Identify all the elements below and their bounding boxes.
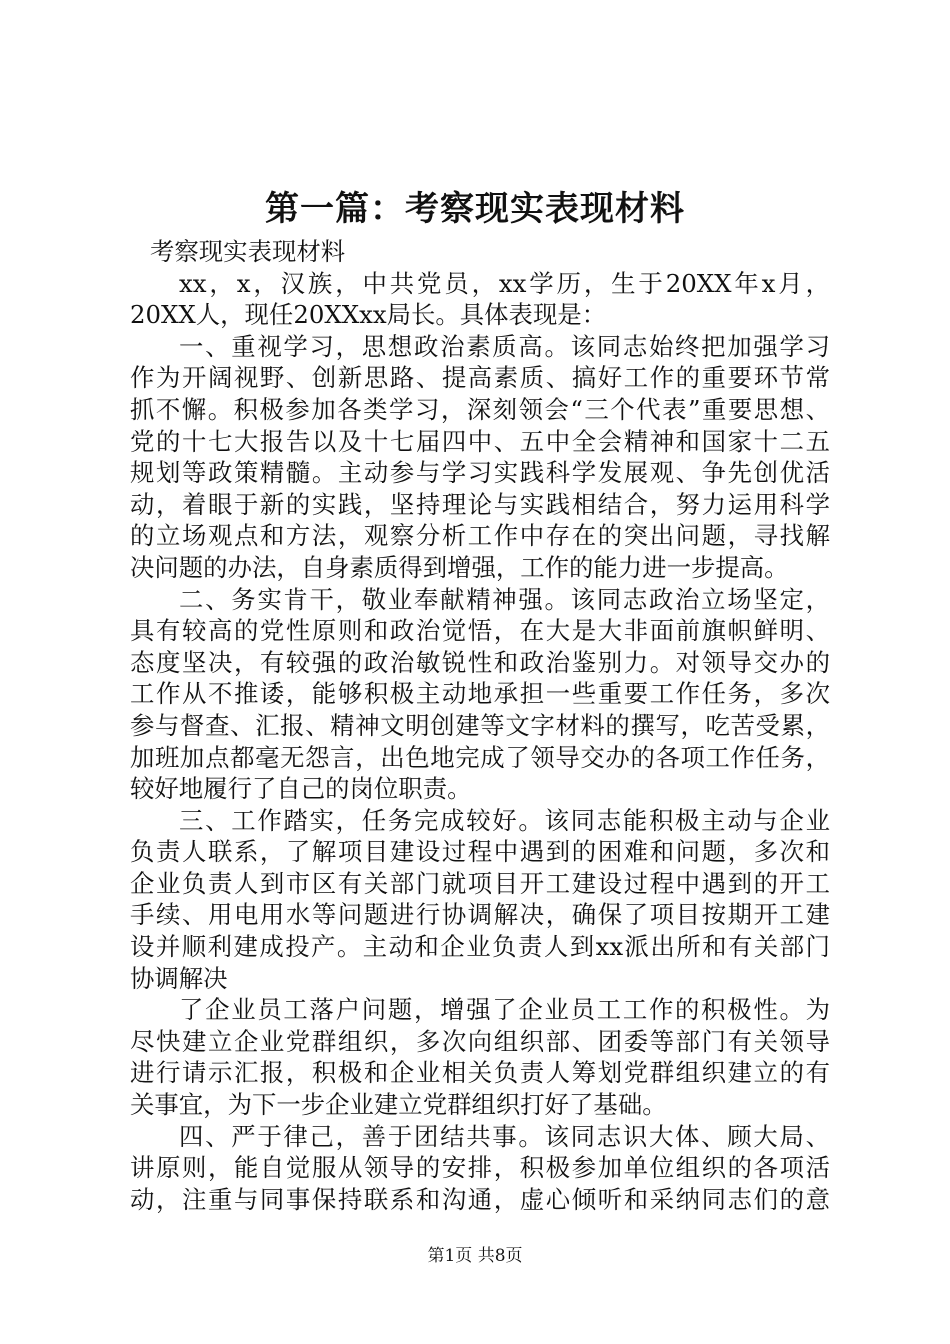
paragraph-line: 动，着眼于新的实践，坚持理论与实践相结合，努力运用科学: [130, 489, 830, 519]
paragraph-line: 了企业员工落户问题，增强了企业员工工作的积极性。为: [179, 995, 830, 1025]
paragraph-line: 一、重视学习，思想政治素质高。该同志始终把加强学习: [179, 331, 830, 361]
document-body: [130, 236, 830, 1215]
paragraph-line: 抓不懈。积极参加各类学习，深刻领会“三个代表”重要思想、: [130, 394, 830, 424]
paragraph-line: 较好地履行了自己的岗位职责。: [130, 774, 472, 804]
document-title: 第一篇：考察现实表现材料: [265, 189, 685, 229]
paragraph-line: 作为开阔视野、创新思路、提高素质、搞好工作的重要环节常: [130, 363, 830, 393]
paragraph-line: 决问题的办法，自身素质得到增强，工作的能力进一步提高。: [130, 552, 789, 582]
paragraph-line: 企业负责人到市区有关部门就项目开工建设过程中遇到的开工: [130, 868, 830, 898]
paragraph-line: 讲原则，能自觉服从领导的安排，积极参加单位组织的各项活: [130, 1153, 830, 1183]
paragraph-line: 党的十七大报告以及十七届四中、五中全会精神和国家十二五: [130, 426, 830, 456]
paragraph-line: 态度坚决，有较强的政治敏锐性和政治鉴别力。对领导交办的: [130, 647, 830, 677]
paragraph-line: 四、严于律己，善于团结共事。该同志识大体、顾大局、: [179, 1121, 830, 1151]
paragraph-line: xx，x，汉族，中共党员，xx学历，生于20XX年x月，: [179, 268, 830, 298]
paragraph-line: 二、务实肯干，敬业奉献精神强。该同志政治立场坚定，: [179, 584, 830, 614]
paragraph-line: 20XX人，现任20XXxx局长。具体表现是：: [130, 300, 607, 330]
paragraph-line: 关事宜，为下一步企业建立党群组织打好了基础。: [130, 1090, 667, 1120]
paragraph-line: 的立场观点和方法，观察分析工作中存在的突出问题，寻找解: [130, 521, 830, 551]
paragraph-line: 尽快建立企业党群组织，多次向组织部、团委等部门有关领导: [130, 1026, 830, 1056]
paragraph-line: 进行请示汇报，积极和企业相关负责人筹划党群组织建立的有: [130, 1058, 830, 1088]
page-number: 第1页 共8页: [427, 1246, 523, 1266]
paragraph-line: 加班加点都毫无怨言，出色地完成了领导交办的各项工作任务，: [130, 742, 830, 772]
paragraph-line: 工作从不推诿，能够积极主动地承担一些重要工作任务，多次: [130, 679, 830, 709]
paragraph-line: 负责人联系，了解项目建设过程中遇到的困难和问题，多次和: [130, 837, 830, 867]
paragraph-line: 动，注重与同事保持联系和沟通，虚心倾听和采纳同志们的意: [130, 1184, 830, 1214]
paragraph-line: 参与督查、汇报、精神文明创建等文字材料的撰写，吃苦受累，: [130, 710, 830, 740]
document-subtitle: 考察现实表现材料: [150, 237, 346, 266]
paragraph-line: 协调解决: [130, 963, 228, 993]
paragraph-line: 规划等政策精髓。主动参与学习实践科学发展观、争先创优活: [130, 458, 830, 488]
paragraph-line: 设并顺利建成投产。主动和企业负责人到xx派出所和有关部门: [130, 932, 830, 962]
paragraph-line: 手续、用电用水等问题进行协调解决，确保了项目按期开工建: [130, 900, 830, 930]
paragraph-line: 三、工作踏实，任务完成较好。该同志能积极主动与企业: [179, 805, 830, 835]
paragraph-line: 具有较高的党性原则和政治觉悟，在大是大非面前旗帜鲜明、: [130, 616, 830, 646]
